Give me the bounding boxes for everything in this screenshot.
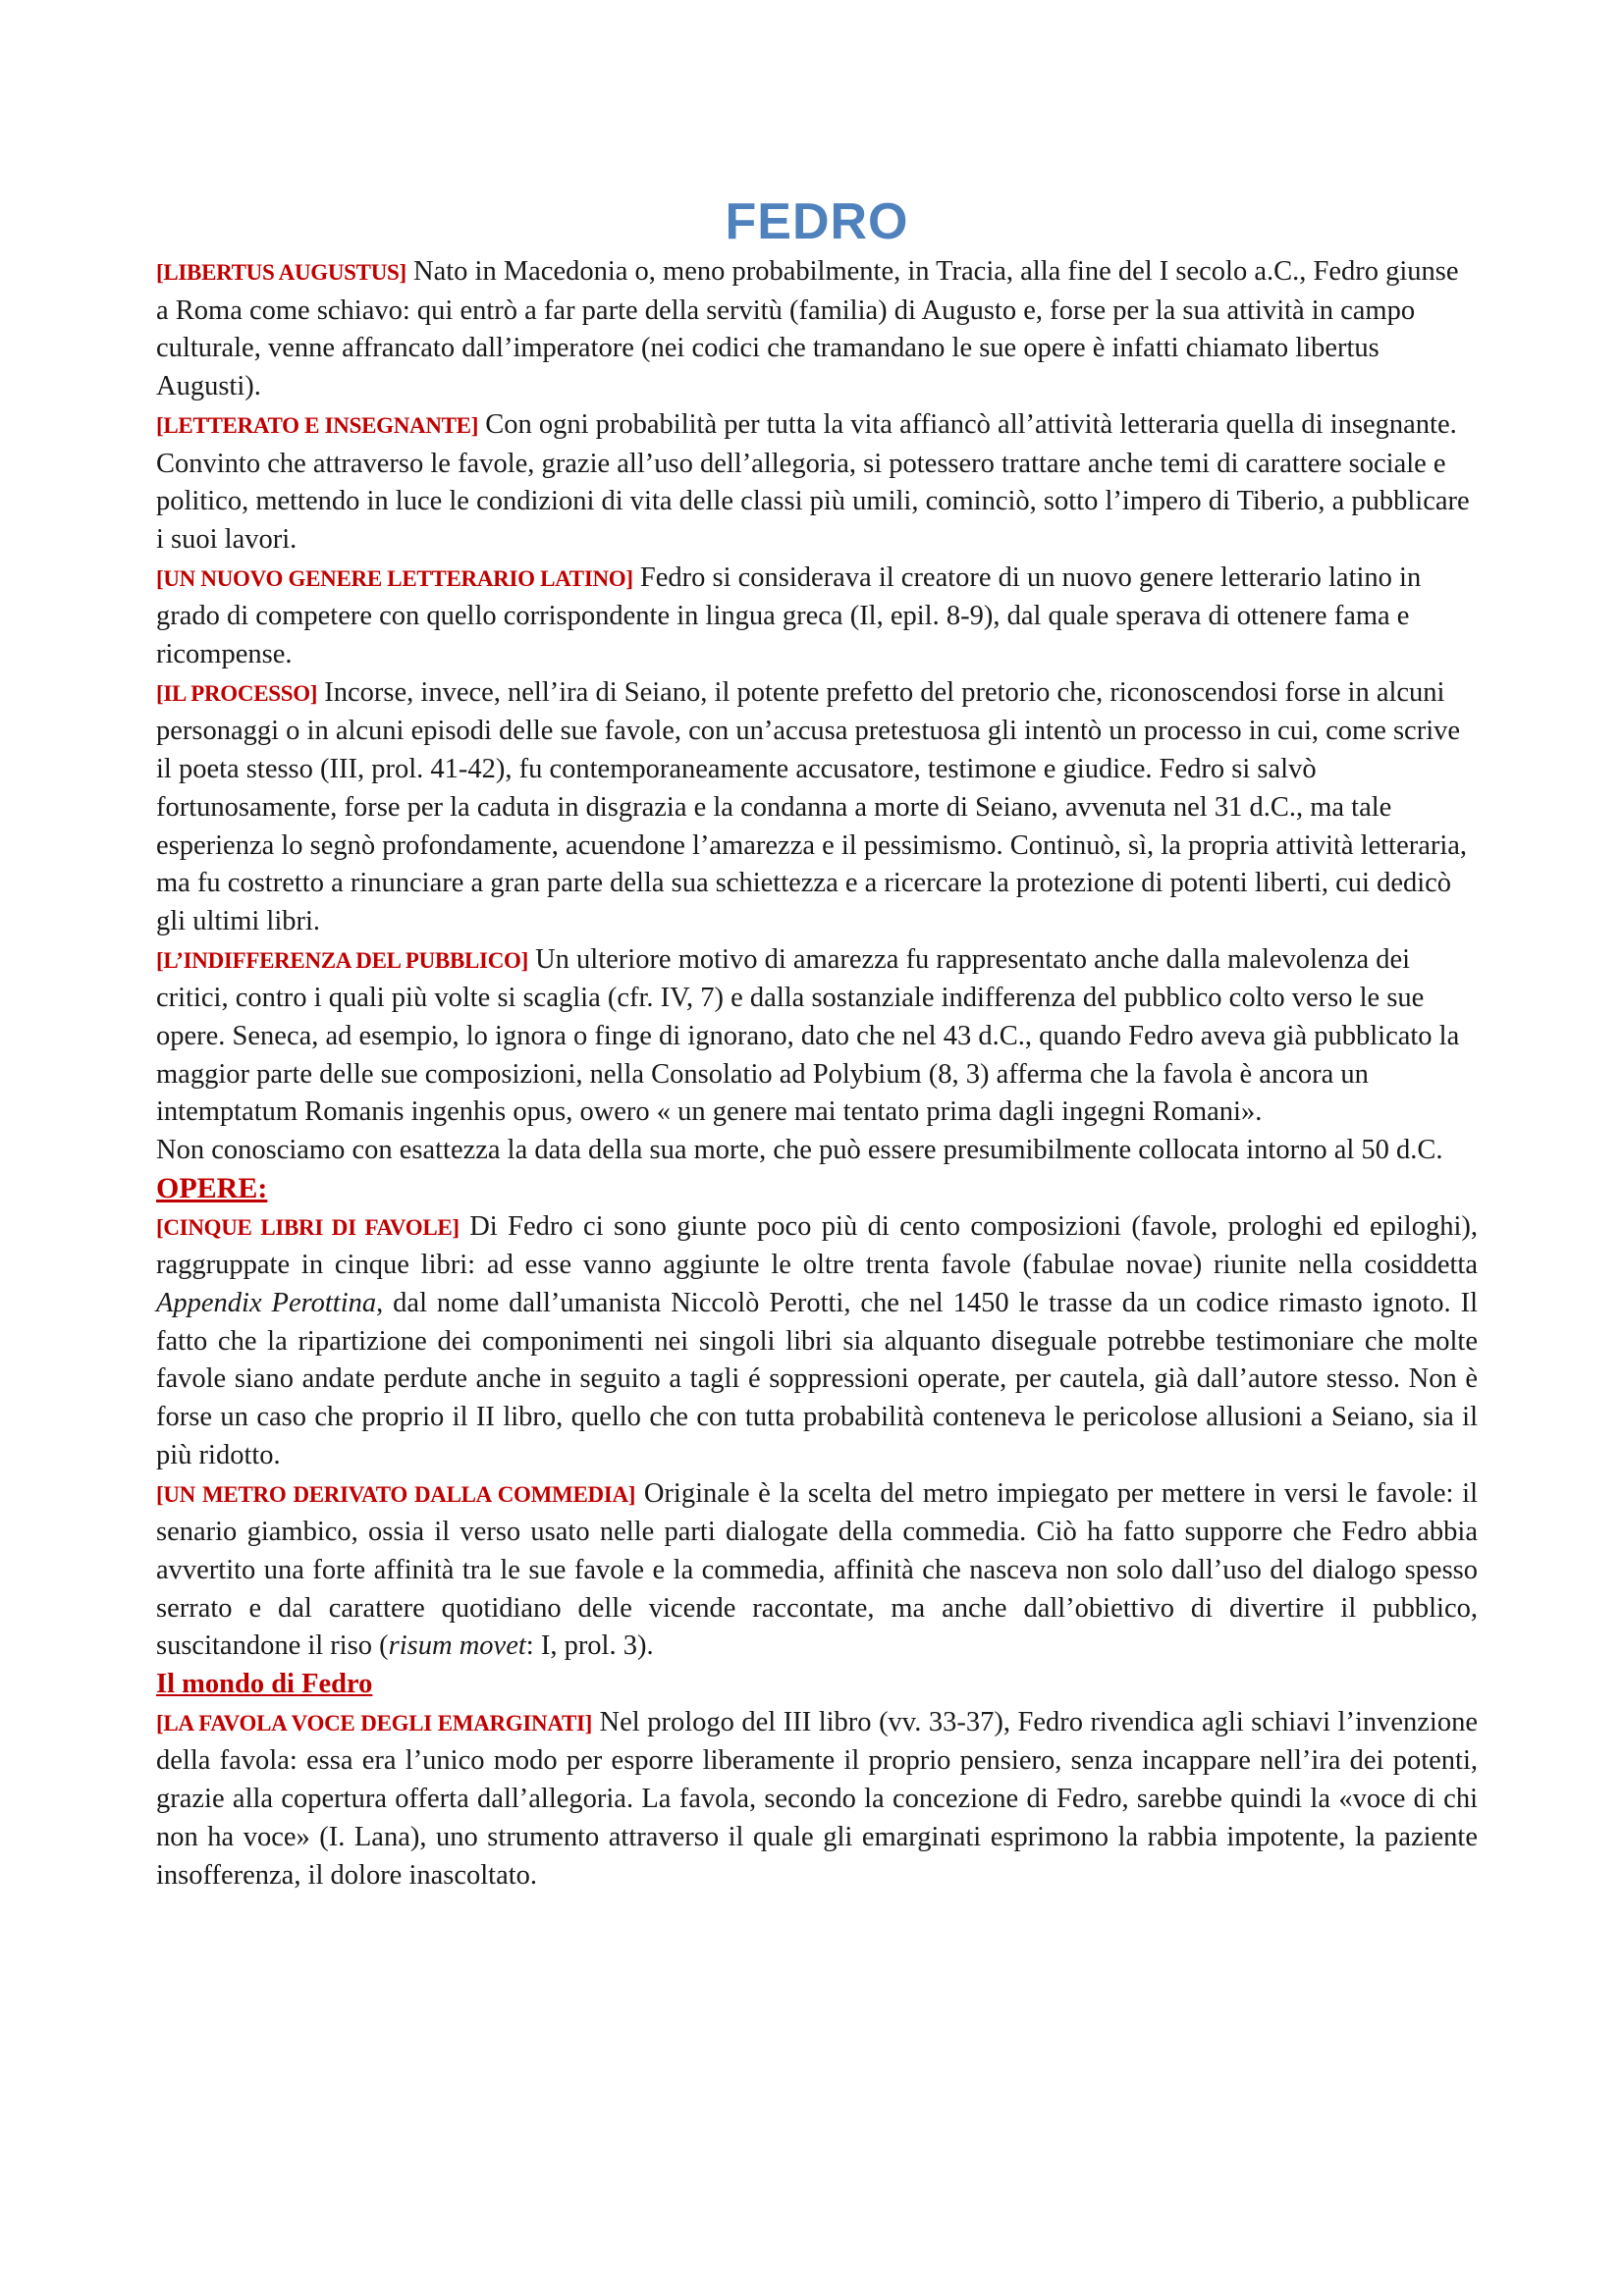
- opere-heading: OPERE:: [156, 1171, 268, 1204]
- paragraph-nuovo-genere: [156, 560, 1478, 674]
- paragraph-letterato: [156, 406, 1478, 560]
- paragraph-text: Originale è la scelta del metro impiegato per mettere in versi le favole: il senario giambico, ossia il verso usato nelle parti dialogate della commedia. Ciò ha fatto supporre che Fedro abbia avvertito una forte affinità tra le sue favole e la commedia, affinità che nasceva non solo dall’uso del dialogo spesso serrato e dal carattere quotidiano delle vicende raccontate, ma anche dall’obiettivo di divertire il pubblico, suscitandone il riso (: [156, 1477, 1478, 1662]
- paragraph-cinque-libri: [156, 1208, 1478, 1475]
- section-tag: [CINQUE LIBRI DI FAVOLE]: [156, 1214, 460, 1240]
- paragraph-text: Di Fedro ci sono giunte poco più di cento composizioni (favole, prologhi ed epiloghi), raggruppate in cinque libri: ad esse vanno aggiunte le oltre trenta favole (fabulae novae) riunite nella cosiddetta: [156, 1210, 1478, 1281]
- paragraph-text: Incorse, invece, nell’ira di Seiano, il potente prefetto del pretorio che, riconoscendosi forse in alcuni personaggi o in alcuni episodi delle sue favole, con un’accusa pretestuosa gli intentò un processo in cui, come scrive il poeta stesso (III, prol. 41-42), fu contemporaneamente accusatore, testimone e giudice. Fedro si salvò fortunosamente, forse per la caduta in disgrazia e la condanna a morte di Seiano, avvenuta nel 31 d.C., ma tale esperienza lo segnò profondamente, acuendone l’amarezza e il pessimismo. Continuò, sì, la propria attività letteraria, ma fu costretto a rinunciare a gran parte della sua schiettezza e a ricercare la protezione di potenti liberti, cui dedicò gli ultimi libri.: [156, 676, 1468, 936]
- paragraph-processo: [156, 674, 1478, 941]
- emphasis-text: risum movet: [388, 1630, 526, 1662]
- paragraph-text: Con ogni probabilità per tutta la vita affiancò all’attività letteraria quella di insegnante. Convinto che attraverso le favole, grazie all’uso dell’allegoria, si potessero trattare anche temi di carattere sociale e politico, mettendo in luce le condizioni di vita delle classi più umili, cominciò, sotto l’impero di Tiberio, a pubblicare i suoi lavori.: [156, 408, 1470, 555]
- paragraph-text: Fedro si considerava il creatore di un nuovo genere letterario latino in grado di competere con quello corrispondente in lingua greca (Il, epil. 8-9), dal quale sperava di ottenere fama e ricompense.: [156, 561, 1422, 670]
- paragraph-indifferenza: [156, 941, 1478, 1133]
- paragraph-text: Nel prologo del III libro (vv. 33-37), Fedro rivendica agli schiavi l’invenzione della favola: essa era l’unico modo per esporre liberamente il proprio pensiero, senza incappare nell’ira dei potenti, grazie alla copertura offerta dall’allegoria. La favola, secondo la concezione di Fedro, sarebbe quindi la «voce di chi non ha voce» (I. Lana), uno strumento attraverso il quale gli emarginati esprimono la rabbia impotente, la paziente insofferenza, il dolore inascoltato.: [156, 1706, 1478, 1891]
- paragraph-text: , dal nome dall’umanista Niccolò Perotti, che nel 1450 le trasse da un codice rimasto ignoto. Il fatto che la ripartizione dei componimenti nei singoli libri sia alquanto diseguale potrebbe testimoniare che molte favole siano andate perdute anche in seguito a tagli é soppressioni operate, per cautela, già dall’autore stesso. Non è forse un caso che proprio il II libro, quello che con tutta probabilità conteneva le pericolose allusioni a Seiano, sia il più ridotto.: [156, 1287, 1478, 1470]
- mondo-heading: Il mondo di Fedro: [156, 1669, 373, 1700]
- paragraph-text: Un ulteriore motivo di amarezza fu rappresentato anche dalla malevolenza dei critici, contro i quali più volte si scaglia (cfr. IV, 7) e dalla sostanziale indifferenza del pubblico colto verso le sue opere. Seneca, ad esempio, lo ignora o finge di ignorano, dato che nel 43 d.C., quando Fedro aveva già pubblicato la maggior parte delle sue composizioni, nella Consolatio ad Polybium (8, 3) afferma che la favola è ancora un intemptatum Romanis ingenhis opus, owero « un genere mai tentato prima dagli ingegni Romani».: [156, 943, 1460, 1128]
- paragraph-text: Nato in Macedonia o, meno probabilmente, in Tracia, alla fine del I secolo a.C., Fedro giunse a Roma come schiavo: qui entrò a far parte della servitù (familia) di Augusto e, forse per la sua attività in campo culturale, venne affrancato dall’imperatore (nei codici che tramandano le sue opere è infatti chiamato libertus Augusti).: [156, 256, 1459, 402]
- document-page: [156, 192, 1478, 1895]
- section-tag: [L’INDIFFERENZA DEL PUBBLICO]: [156, 947, 528, 973]
- section-tag: [LETTERATO E INSEGNANTE]: [156, 412, 479, 438]
- section-tag: [UN METRO DERIVATO DALLA COMMEDIA]: [156, 1481, 636, 1507]
- section-tag: [LIBERTUS AUGUSTUS]: [156, 260, 406, 285]
- emphasis-text: Appendix Perottina: [156, 1287, 377, 1318]
- section-tag: [IL PROCESSO]: [156, 680, 318, 706]
- section-tag: [UN NUOVO GENERE LETTERARIO LATINO]: [156, 565, 633, 591]
- section-tag: [LA FAVOLA VOCE DEGLI EMARGINATI]: [156, 1710, 593, 1735]
- paragraph-text: : I, prol. 3).: [525, 1630, 654, 1662]
- paragraph-metro: [156, 1475, 1478, 1667]
- paragraph-libertus: [156, 253, 1478, 406]
- paragraph-death-note: Non conosciamo con esattezza la data della sua morte, che può essere presumibilmente collocata intorno al 50 d.C.: [156, 1135, 1443, 1166]
- page-title: FEDRO: [725, 193, 909, 250]
- paragraph-favola-emarginati: [156, 1704, 1478, 1896]
